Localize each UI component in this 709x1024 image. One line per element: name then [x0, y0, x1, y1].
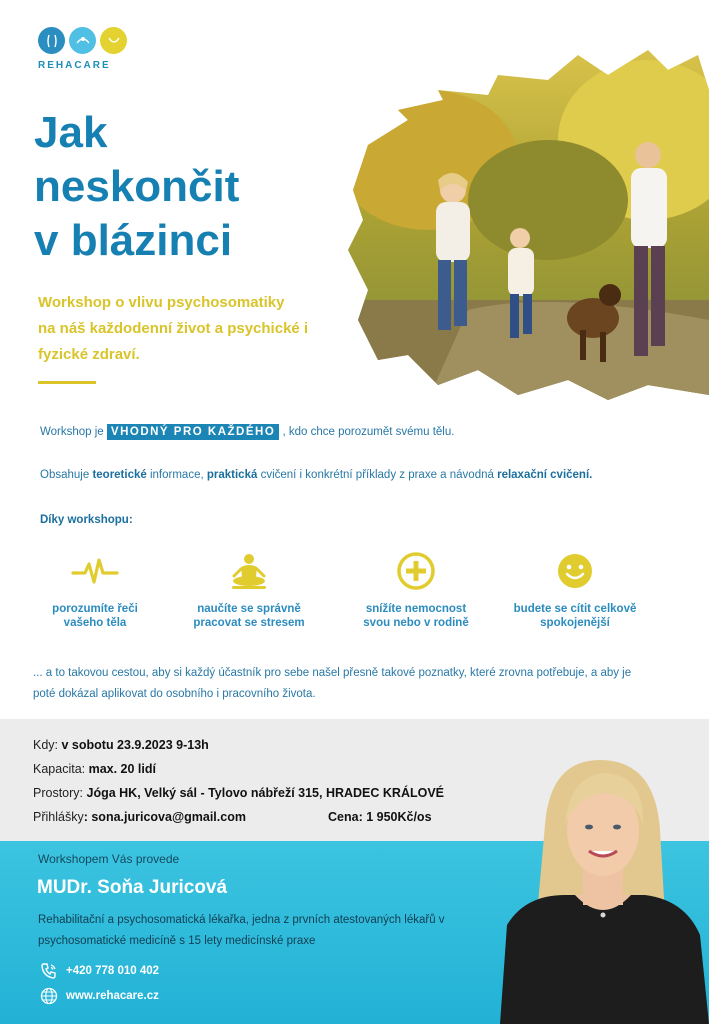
title-line-1: Jak: [34, 108, 108, 157]
title-line-3: v blázinci: [34, 216, 233, 265]
benefit-3-text: [341, 602, 491, 630]
info-price: [328, 810, 432, 824]
logo-circle-yellow: [100, 27, 127, 54]
logo-circle-blue: [38, 27, 65, 54]
page-title: [34, 106, 354, 268]
heartbeat-icon: [20, 548, 170, 594]
phone-icon: [40, 962, 58, 980]
lecturer-lead: Workshopem Vás provede: [38, 852, 180, 866]
intro-prefix: Workshop je: [40, 426, 107, 438]
info-place: [33, 786, 444, 800]
intro-suffix: , kdo chce porozumět svému tělu.: [282, 426, 455, 438]
info-signup-email[interactable]: : sona.juricova@gmail.com: [83, 810, 246, 824]
logo-circle-cyan: [69, 27, 96, 54]
contact-web-text[interactable]: www.rehacare.cz: [66, 990, 159, 1002]
info-when: [33, 738, 209, 752]
plus-circle-icon: [341, 548, 491, 594]
info-capacity-value: max. 20 lidí: [88, 762, 156, 776]
benefit-1: [20, 548, 170, 630]
subtitle-line-2: na náš každodenní život a psychické i: [38, 320, 309, 337]
contact-phone-text[interactable]: +420 778 010 402: [66, 965, 160, 977]
info-price-label: Cena:: [328, 810, 367, 824]
content-text-2: cvičení i konkrétní příklady z praxe a návodná: [257, 469, 498, 481]
benefit-1-text: [20, 602, 170, 630]
intro-line: [40, 426, 454, 438]
benefit-1-line-1: porozumíte řeči: [52, 603, 138, 615]
logo-text: REHACARE: [38, 60, 111, 71]
subtitle-line-1: Workshop o vlivu psychosomatiky: [38, 294, 285, 311]
closing-paragraph: ... a to takovou cestou, aby si každý účastník pro sebe našel přesně takové poznatky, které zrovna potřebuje, a aby je poté dokázal aplikovat do osobního i pracovního života.: [33, 667, 632, 700]
info-when-label: Kdy:: [33, 738, 62, 752]
subtitle-line-3: fyzické zdraví.: [38, 346, 140, 363]
content-bold-1: teoretické: [92, 469, 147, 481]
rehacare-logo: [38, 27, 134, 71]
subtitle: [38, 290, 358, 368]
benefit-2-line-1: naučíte se správně: [197, 603, 301, 615]
benefit-2-line-2: pracovat se stresem: [193, 617, 305, 629]
contact-web[interactable]: [40, 987, 159, 1005]
benefit-3: [341, 548, 491, 630]
intro-highlight: VHODNÝ PRO KAŽDÉHO: [107, 424, 279, 440]
benefit-4-line-2: spokojenější: [540, 617, 610, 629]
benefits-title: Díky workshopu:: [40, 514, 133, 526]
benefit-2-text: [174, 602, 324, 630]
info-place-value: Jóga HK, Velký sál - Tylovo nábřeží 315, HRADEC KRÁLOVÉ: [86, 786, 445, 800]
content-bold-3: relaxační cvičení.: [497, 469, 593, 481]
title-line-2: neskončit: [34, 162, 240, 211]
info-capacity-label: Kapacita:: [33, 762, 89, 776]
lecturer-description: Rehabilitační a psychosomatická lékařka, jedna z prvních atestovaných lékařů v psychosomatické medicíně s 15 lety medicínské praxe: [38, 914, 445, 947]
info-when-value: v sobotu 23.9.2023 9-13h: [61, 738, 209, 752]
benefit-4: [500, 548, 650, 630]
content-bold-2: praktická: [206, 469, 258, 481]
benefit-3-line-2: svou nebo v rodině: [363, 617, 469, 629]
info-price-value: 1 950Kč/os: [366, 810, 432, 824]
contact-phone[interactable]: [40, 962, 159, 980]
benefit-4-text: [500, 602, 650, 630]
family-running-photo: [348, 50, 709, 400]
benefit-1-line-2: vašeho těla: [63, 617, 127, 629]
info-signup: [33, 810, 246, 824]
content-line: [40, 469, 592, 481]
lecturer-name: MUDr. Soňa Juricová: [37, 877, 228, 898]
info-signup-label: Přihlášky: [33, 810, 84, 824]
benefit-4-line-1: budete se cítit celkově: [513, 603, 637, 615]
content-prefix: Obsahuje: [40, 469, 93, 481]
benefit-2: [174, 548, 324, 630]
content-text-1: informace,: [146, 469, 207, 481]
smiley-icon: [500, 548, 650, 594]
benefit-3-line-1: snížíte nemocnost: [365, 603, 467, 615]
lecturer-portrait: [495, 755, 709, 1024]
meditation-icon: [174, 548, 324, 594]
subtitle-divider: [38, 381, 96, 384]
info-place-label: Prostory:: [33, 786, 87, 800]
info-capacity: [33, 762, 156, 776]
globe-icon: [40, 987, 58, 1005]
